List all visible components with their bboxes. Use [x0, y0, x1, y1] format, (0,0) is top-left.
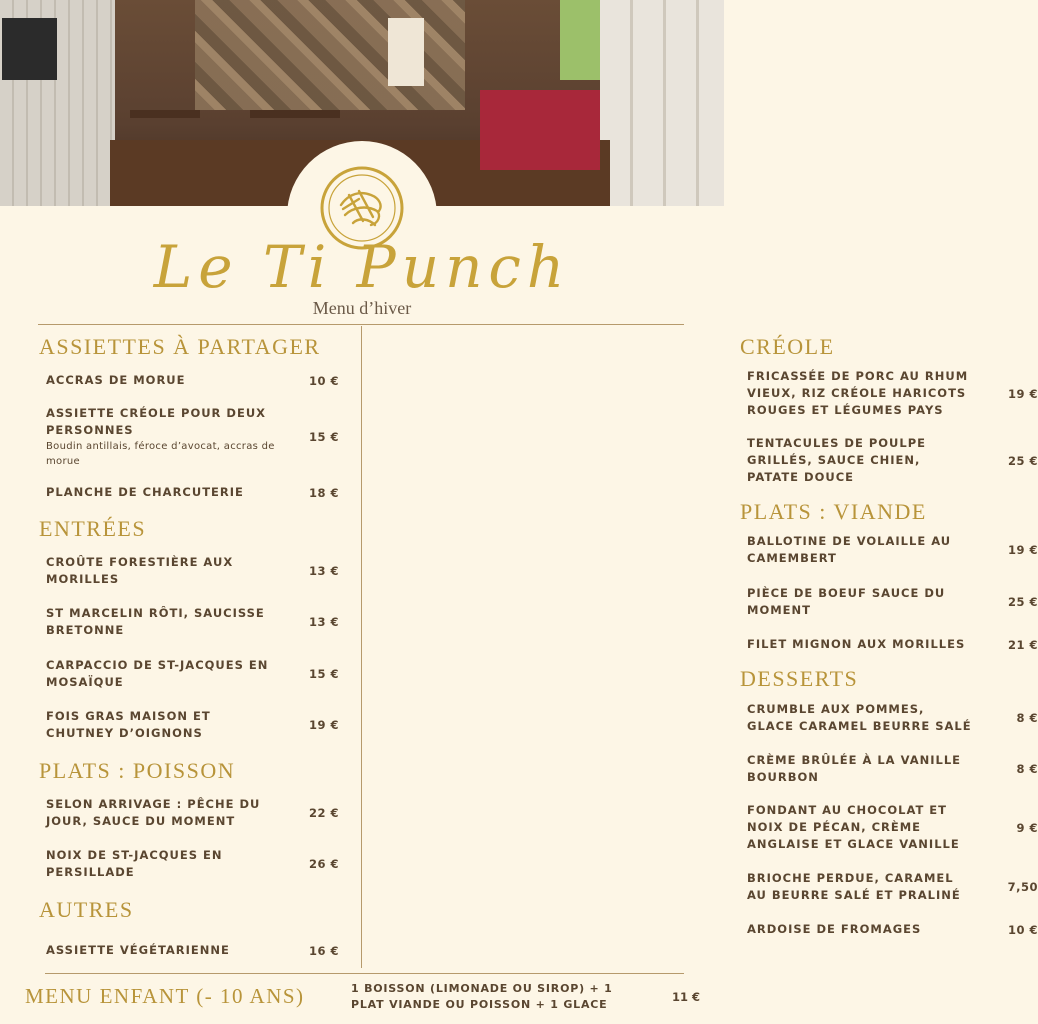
- section-title-creole: CRÉOLE: [740, 334, 835, 359]
- item-price: 13 €: [308, 564, 339, 578]
- dining-table: [130, 110, 200, 118]
- wall-poster: [388, 18, 424, 86]
- top-divider: [38, 324, 684, 325]
- item-name: CARPACCIO DE ST-JACQUES EN MOSAÏQUE: [46, 658, 269, 689]
- item-name: FRICASSÉE DE PORC AU RHUM VIEUX, RIZ CRÉOLE HARICOTS ROUGES ET LÉGUMES PAYS: [747, 369, 969, 417]
- red-crate: [480, 90, 600, 170]
- item-name: FONDANT AU CHOCOLAT ET NOIX DE PÉCAN, CRÈME ANGLAISE ET GLACE VANILLE: [747, 803, 960, 851]
- item-name: ASSIETTE VÉGÉTARIENNE: [46, 943, 230, 957]
- menu-item: [747, 701, 1038, 735]
- item-price: 15 €: [308, 430, 339, 444]
- item-name: NOIX DE ST-JACQUES EN PERSILLADE: [46, 848, 223, 879]
- item-description: Boudin antillais, féroce d’avocat, accras de morue: [46, 441, 275, 467]
- item-name: [46, 405, 276, 469]
- item-price: 19 €: [308, 718, 339, 732]
- item-price: 21 €: [1007, 637, 1038, 652]
- section-title-desserts: DESSERTS: [740, 666, 859, 691]
- menu-item: [46, 554, 339, 588]
- menu-item: [46, 796, 339, 830]
- menu-item: [747, 636, 1038, 653]
- item-name: CROÛTE FORESTIÈRE AUX MORILLES: [46, 555, 234, 586]
- item-name: CRÈME BRÛLÉE À LA VANILLE BOURBON: [747, 753, 962, 784]
- item-price: 25 €: [1007, 595, 1038, 609]
- item-price: 25 €: [1007, 453, 1038, 468]
- item-price: 19 €: [1007, 543, 1038, 557]
- section-title-assiettes: ASSIETTES À PARTAGER: [39, 334, 321, 359]
- menu-item: [46, 708, 339, 742]
- item-name: FILET MIGNON AUX MORILLES: [747, 637, 966, 651]
- menu-item: [747, 752, 1038, 786]
- menu-item: [747, 802, 1038, 853]
- item-price: 19 €: [1007, 386, 1038, 401]
- menu-item: [747, 870, 1038, 904]
- item-name: BALLOTINE DE VOLAILLE AU CAMEMBERT: [747, 534, 952, 565]
- item-price: 8 €: [1016, 711, 1038, 725]
- kids-menu-description: 1 BOISSON (LIMONADE OU SIROP) + 1 PLAT VIANDE OU POISSON + 1 GLACE: [351, 982, 613, 1011]
- menu-item: [747, 368, 1038, 419]
- item-name: ST MARCELIN RÔTI, SAUCISSE BRETONNE: [46, 606, 265, 637]
- section-title-autres: AUTRES: [39, 897, 134, 922]
- item-price: 15 €: [308, 667, 339, 681]
- column-divider: [361, 326, 362, 968]
- item-name: FOIS GRAS MAISON ET CHUTNEY D’OIGNONS: [46, 709, 211, 740]
- item-name-text: ASSIETTE CRÉOLE POUR DEUX PERSONNES: [46, 406, 267, 437]
- menu-item: [46, 484, 339, 501]
- section-title-poisson: PLATS : POISSON: [39, 758, 236, 783]
- section-title-viande: PLATS : VIANDE: [740, 499, 927, 524]
- item-price: 9 €: [1016, 820, 1038, 835]
- menu-item: [46, 372, 339, 389]
- menu-item: [747, 533, 1038, 567]
- item-price: 10 €: [308, 373, 339, 388]
- item-price: 22 €: [308, 806, 339, 820]
- section-title-entrees: ENTRÉES: [39, 516, 147, 541]
- menu-item: [46, 605, 339, 639]
- kids-menu-price: 11 €: [672, 990, 701, 1004]
- dining-table: [250, 110, 340, 118]
- menu-item: [747, 585, 1038, 619]
- item-price: 18 €: [308, 485, 339, 500]
- item-name: TENTACULES DE POULPE GRILLÉS, SAUCE CHIEN, PATATE DOUCE: [747, 436, 926, 484]
- menu-item: [46, 406, 339, 468]
- item-price: 7,50: [1007, 880, 1038, 894]
- chalkboard: [2, 18, 57, 80]
- bottom-divider: [45, 973, 684, 974]
- item-name: PLANCHE DE CHARCUTERIE: [46, 485, 244, 499]
- item-price: 26 €: [308, 857, 339, 871]
- item-price: 8 €: [1016, 762, 1038, 776]
- stone-wall: [195, 0, 465, 110]
- menu-item: [46, 657, 339, 691]
- item-name: CRUMBLE AUX POMMES, GLACE CARAMEL BEURRE SALÉ: [747, 702, 972, 733]
- kids-menu-title: MENU ENFANT (- 10 ANS): [25, 984, 305, 1008]
- item-name: PIÈCE DE BOEUF SAUCE DU MOMENT: [747, 586, 946, 617]
- item-price: 10 €: [1007, 922, 1038, 937]
- wooden-shutters: [600, 0, 724, 206]
- brand-name: Le Ti Punch: [153, 233, 571, 301]
- item-price: 16 €: [308, 943, 339, 958]
- item-name: ARDOISE DE FROMAGES: [747, 922, 922, 936]
- item-name: ACCRAS DE MORUE: [46, 373, 186, 387]
- item-name: SELON ARRIVAGE : PÊCHE DU JOUR, SAUCE DU MOMENT: [46, 797, 261, 828]
- item-price: 13 €: [308, 615, 339, 629]
- item-name: BRIOCHE PERDUE, CARAMEL AU BEURRE SALÉ ET PRALINÉ: [747, 871, 961, 902]
- menu-item: [46, 942, 339, 959]
- menu-subtitle: Menu d’hiver: [312, 298, 412, 318]
- menu-item: [46, 847, 339, 881]
- menu-item: [747, 435, 1038, 486]
- menu-item: [747, 921, 1038, 938]
